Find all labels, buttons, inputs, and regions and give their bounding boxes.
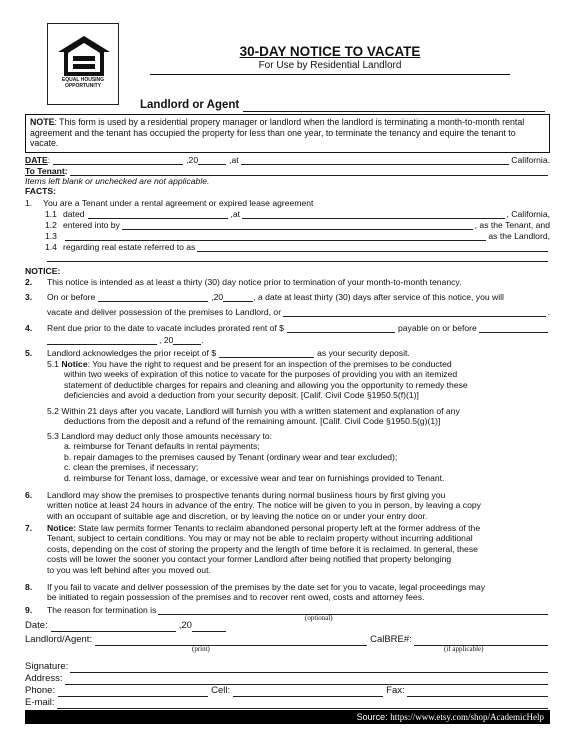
fact-1-1: 1.1 dated , at , California,	[45, 209, 550, 219]
source-label: Source:	[356, 712, 388, 722]
real-estate-field-2[interactable]	[47, 253, 548, 262]
vacate-date-field[interactable]	[98, 293, 208, 302]
phone-field[interactable]	[58, 688, 208, 697]
notice-4: 4. Rent due prior to the date to vacate includes prorated rent of $ payable on or before	[25, 323, 550, 333]
notice-3: 3. On or before , 20 , a date at least thirty (30) days after service of this notice, you will	[25, 292, 504, 302]
payable-year-field[interactable]	[173, 336, 201, 345]
facts-heading: FACTS:	[25, 186, 57, 196]
landlord-label: Landlord or Agent	[140, 99, 240, 111]
if-applicable-note: (if applicable)	[444, 645, 484, 653]
note-text: : This form is used by a residential propery manager or landlord when the landlord is terminating a month-to-month rental agreement and the tenant has occupied the property for less than one year, to terminate the tenancy and equire the tenant to vacate.	[30, 117, 525, 149]
email-row: E-mail:	[25, 697, 550, 709]
signature-field[interactable]	[70, 664, 548, 673]
page-title: 30-DAY NOTICE TO VACATE	[239, 44, 421, 59]
address-field[interactable]	[65, 676, 549, 685]
optional-note: (optional)	[305, 614, 333, 622]
date-row: DATE : , 20 , at California.	[25, 155, 550, 165]
header-divider	[150, 74, 510, 75]
print-note: (print)	[192, 645, 210, 653]
date-location-field[interactable]	[241, 156, 510, 165]
date-at: at	[231, 155, 239, 165]
payable-date-field[interactable]	[479, 324, 548, 333]
items-note: Items left blank or unchecked are not applicable.	[25, 176, 210, 186]
fact-1-2: 1.2 entered into by , as the Tenant, and	[45, 220, 550, 230]
landlord-field[interactable]	[243, 100, 545, 112]
termination-reason-field[interactable]	[158, 606, 548, 615]
to-tenant-row: To Tenant :	[25, 166, 550, 176]
fax-field[interactable]	[407, 688, 548, 697]
notice-heading: NOTICE:	[25, 266, 61, 276]
house-icon	[56, 34, 112, 78]
landlord-row	[140, 98, 545, 112]
notice-9: 9. The reason for termination is	[25, 605, 550, 615]
notice-2: 2. This notice is intended as at least a thirty (30) day notice prior to termination of your month-to-month tenancy.	[25, 277, 462, 287]
prorated-rent-field[interactable]	[287, 324, 395, 333]
agent-row: Landlord/Agent: CalBRE#:	[25, 634, 550, 646]
notice-5-2: 5.2 Within 21 days after you vacate, Landlord will furnish you with a written statement and explanation of any deductions from the deposit and a refund of the remaining amount. [Calif. Civil Code §1950.5(g)(1)]	[47, 406, 460, 427]
date-state: California.	[511, 155, 550, 165]
page-subtitle: For Use by Residential Landlord	[258, 60, 402, 71]
date-year-field[interactable]	[198, 156, 226, 165]
dated-field[interactable]	[88, 210, 228, 219]
notice-5-3: 5.3 Landlord may deduct only those amounts necessary to: a. reimburse for Tenant defaults in rental payments; b. repair damages to the premises caused by Tenant (ordinary wear and tear excluded); c. clean the premises, if necessary; d. reimburse for Tenant loss, damage, or excessive wear and tear on furnishings provided to Tenant.	[47, 431, 445, 483]
vacate-alt-field[interactable]	[283, 308, 546, 317]
source-bar	[25, 710, 550, 724]
logo-caption: EQUAL HOUSING OPPORTUNITY	[61, 77, 105, 89]
phone-row: Phone: Cell: Fax:	[25, 685, 550, 697]
sign-date-field[interactable]	[51, 623, 176, 632]
deposit-field[interactable]	[219, 349, 314, 358]
signature-row: Signature:	[25, 661, 550, 673]
fact-1-4-cont	[45, 253, 550, 262]
landlord-name-field[interactable]	[65, 232, 486, 241]
note-box	[25, 114, 550, 153]
fact-1-4: 1.4 regarding real estate referred to as	[45, 242, 550, 252]
notice-5: 5. Landlord acknowledges the prior receipt of $ as your security deposit.	[25, 348, 410, 358]
date-year-prefix: 20	[188, 155, 199, 165]
address-row: Address:	[25, 673, 550, 685]
fact-1: 1. You are a Tenant under a rental agreement or expired lease agreement	[25, 198, 314, 208]
sign-year-field[interactable]	[192, 623, 226, 632]
vacate-year-field[interactable]	[223, 293, 253, 302]
notice-7: 7. Notice: State law permits former Tenants to reclaim abandoned personal property left at the former address of the Tenant, subject to certain conditions. You may or may not be able to reclaim property without incurring additional costs, depending on the cost of storing the property and the length of time before it is reclaimed. In general, these costs will be lower the sooner you contact your former Landlord after being notified that property belonging to you was left behind after you moved out.	[25, 523, 481, 575]
notice-8: 8. If you fail to vacate and deliver possession of the premises by the date set for you to vacate, legal proceedings may be initiated to regain possession of the premises and to recover rent owed, costs and attorney fees.	[25, 582, 486, 603]
notice-5-1: 5.1 Notice: You have the right to request and be present for an inspection of the premises to be conducted within two weeks of expiration of this notice to vacate for the purposes of providing you with an itemized statement of deductible charges for repairs and cleaning and allowing you the opportunity to remedy these deficiencies and avoid a deduction from your security deposit. [Calif. Civil Code §1950.5(f)(1)]	[47, 359, 468, 401]
to-tenant-label: To Tenant	[25, 166, 65, 176]
entered-by-field[interactable]	[122, 221, 473, 230]
dated-at-field[interactable]	[242, 210, 504, 219]
equal-housing-logo	[47, 23, 119, 105]
notice-4-cont: , 20 .	[47, 335, 204, 345]
payable-date-field-2[interactable]	[47, 336, 157, 345]
date-label: DATE	[25, 155, 48, 165]
source-link[interactable]: https://www.etsy.com/shop/AcademicHelp	[390, 712, 544, 722]
date-field[interactable]	[53, 156, 183, 165]
fact-1-3: 1.3 as the Landlord,	[45, 231, 550, 241]
email-field[interactable]	[57, 700, 548, 709]
agent-field[interactable]	[95, 637, 367, 646]
note-label: NOTE	[30, 117, 55, 127]
real-estate-field[interactable]	[197, 243, 548, 252]
sign-date-row: Date: , 20	[25, 620, 226, 632]
cell-field[interactable]	[233, 688, 383, 697]
notice-3-cont: vacate and deliver possession of the premises to Landlord, or .	[47, 307, 550, 317]
notice-6: 6. Landlord may show the premises to prospective tenants during normal busiiness hours by first giving you written notice at least 24 hours in advance of the entry. The notice will be given to you in person, by leaving a copy with an occupant of suitable age and discretion, or by leaving the notice on or under your entry door.	[25, 490, 481, 521]
